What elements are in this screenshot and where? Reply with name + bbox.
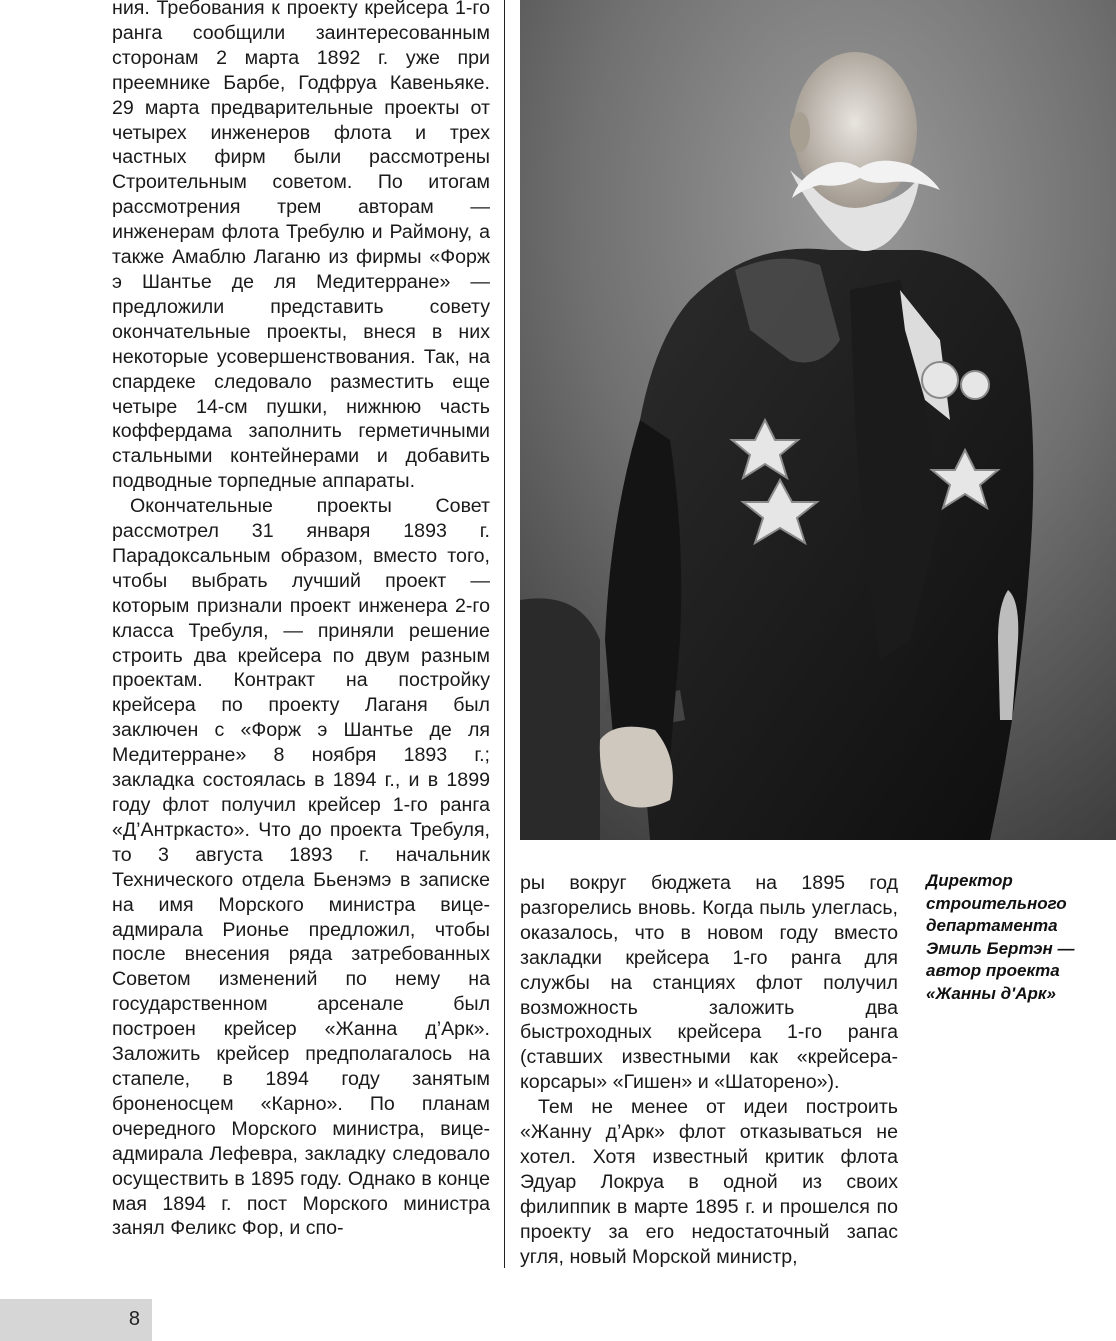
caption-line: «Жанны д'Арк» (926, 983, 1056, 1003)
page-number-box (0, 1299, 152, 1341)
caption-line: Эмиль Бертэн — (926, 938, 1075, 958)
portrait-photo (520, 0, 1116, 840)
left-text-column (112, 0, 490, 1241)
page-number: 8 (128, 1308, 140, 1330)
caption-line: автор проекта (926, 961, 1060, 981)
column-divider (504, 0, 505, 1268)
left-paragraph-1: ния. Требования к проекту крейсера 1-го ранга сообщили заинтересованным сторонам 2 марта 1892 г. уже при преемнике Барбе, Годфруа Кавеньяке. 29 марта предварительные проекты от четырех инженеров флота и трех частных фирм были рассмотрены Строительным советом. По итогам рассмотрения трем авторам — инженерам флота Требулю и Раймону, а также Амаблю Лаганю из фирмы «Форж э Шантье де ля Медитерране» — предложили представить совету окончательные проекты, внеся в них некоторые усовершенствования. Так, на спардеке следовало разместить еще четыре 14-см пушки, нижнюю часть коффердама заполнить герметичными стальными контейнерами и добавить подводные торпедные аппараты. (112, 0, 490, 493)
middle-paragraph-1: ры вокруг бюджета на 1895 год разгорелись вновь. Когда пыль улеглась, оказалось, что в новом году вместо закладки крейсера 1-го ранга для службы на станциях флот получил возможность заложить два быстроходных крейсера 1-го ранга (ставших известными как «крейсера-корсары» «Гишен» и «Шаторено»). (520, 872, 898, 1094)
middle-paragraph-2: Тем не менее от идеи построить «Жанну д’Арк» флот отказываться не хотел. Хотя известный критик флота Эдуар Локруа в одной из своих филиппик в марте 1895 г. и прошелся по проекту за его недостаточный запас угля, новый Морской министр, (520, 1096, 898, 1268)
photo-caption (926, 870, 1106, 1006)
middle-text-column (520, 871, 898, 1270)
caption-line: департамента (926, 916, 1058, 936)
caption-line: строительного (926, 893, 1067, 913)
left-paragraph-2: Окончательные проекты Совет рассмотрел 31 января 1893 г. Парадоксальным образом, вместо того, чтобы выбрать лучший проект — которым признали проект инженера 2-го класса Требуля, — приняли решение строить два крейсера по двум разным проектам. Контракт на постройку крейсера по проекту Лаганя был заключен с «Форж э Шантье де ля Медитерране» 8 ноября 1893 г.; закладка состоялась в 1894 г., и в 1899 году флот получил крейсер 1-го ранга «Д’Антркасто». Что до проекта Требуля, то 3 августа 1893 г. начальник Технического отдела Бьенэмэ в записке на имя Морского министра вице-адмирала Рионье предложил, чтобы после внесения ряда затребованных Советом изменений по нему на государственном арсенале был построен крейсер «Жанна д’Арк». Заложить крейсер предполагалось на стапеле, в 1894 году занятым броненосцем «Карно». По планам очередного Морского министра, вице-адмирала Лефевра, закладку следовало осуществить в 1895 году. Однако в конце мая 1894 г. пост Морского министра занял Феликс Фор, и спо- (112, 495, 490, 1240)
caption-line: Директор (926, 871, 1013, 890)
